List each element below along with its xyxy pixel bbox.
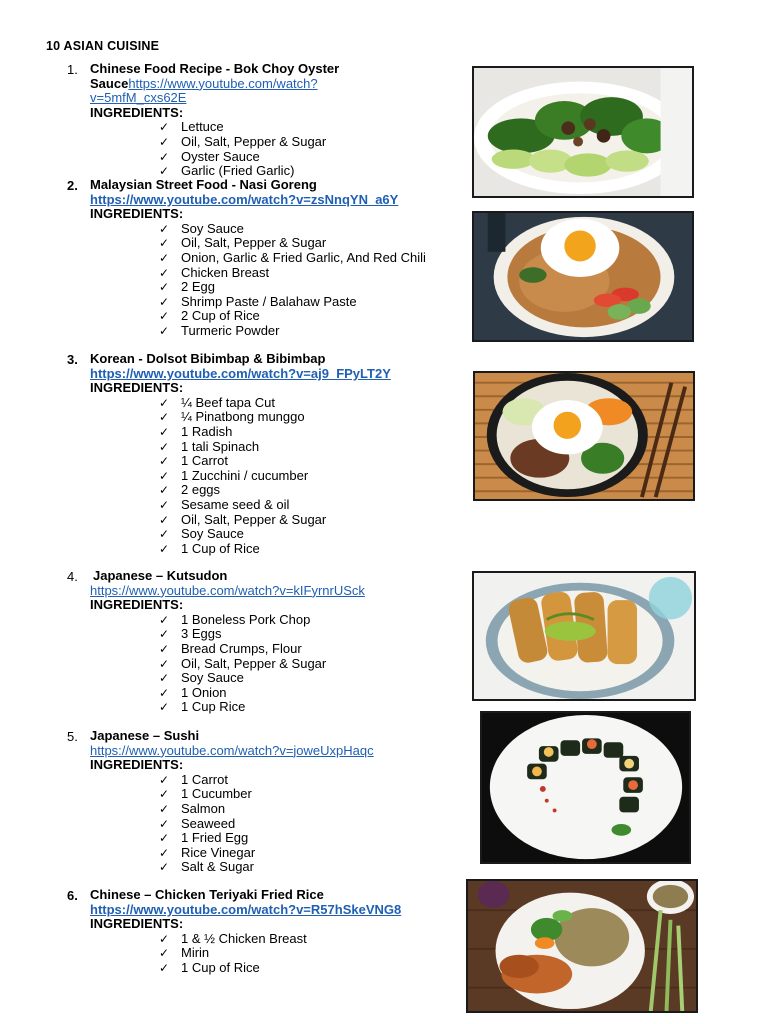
list-item: ✓ Chicken Breast [159, 264, 270, 280]
video-link[interactable]: https://www.youtube.com/watch? [128, 75, 318, 91]
recipe-number: 5. [67, 729, 78, 744]
check-icon: ✓ [159, 134, 170, 149]
check-icon: ✓ [159, 265, 170, 280]
bok-choy-dish-photo [472, 66, 694, 198]
list-item: ✓ Onion, Garlic & Fried Garlic, And Red Chili [159, 249, 426, 265]
list-item: ✓ 1 Zucchini / cucumber [159, 467, 309, 483]
check-icon: ✓ [159, 801, 170, 816]
ingredients-label: INGREDIENTS: [90, 206, 184, 222]
recipe-name: Japanese – Kutsudon [93, 568, 228, 583]
recipe-name: Korean - Dolsot Bibimbap & Bibimbap [90, 351, 326, 366]
ingredients-list [159, 222, 467, 339]
check-icon: ✓ [159, 512, 170, 527]
check-icon: ✓ [159, 454, 170, 469]
check-icon: ✓ [159, 685, 170, 700]
check-icon: ✓ [159, 527, 170, 542]
check-icon: ✓ [159, 280, 170, 295]
list-item: ✓ Shrimp Paste / Balahaw Paste [159, 293, 357, 309]
list-item: ✓ 1 Onion [159, 684, 227, 700]
recipe-1 [67, 62, 467, 179]
list-item: ✓ Salt & Sugar [159, 859, 254, 875]
list-item: ✓ 1 Carrot [159, 453, 228, 469]
check-icon: ✓ [159, 120, 170, 135]
teriyaki-fried-rice-dish-photo [466, 879, 698, 1013]
nasi-goreng-dish-photo [472, 211, 694, 342]
video-link[interactable]: https://www.youtube.com/watch?v=aj9_FPyLT2Y [90, 365, 391, 381]
check-icon: ✓ [159, 612, 170, 627]
video-link[interactable]: https://www.youtube.com/watch?v=joweUxpHaqc [90, 742, 374, 758]
check-icon: ✓ [159, 541, 170, 556]
bibimbap-dish-photo [473, 371, 695, 501]
check-icon: ✓ [159, 671, 170, 686]
check-icon: ✓ [159, 845, 170, 860]
list-item: ✓ 3 Eggs [159, 626, 222, 642]
check-icon: ✓ [159, 424, 170, 439]
recipe-number: 4. [67, 569, 78, 584]
recipe-2 [67, 178, 467, 339]
list-item: ✓ Oil, Salt, Pepper & Sugar [159, 655, 327, 671]
list-item: ✓ Oil, Salt, Pepper & Sugar [159, 235, 327, 251]
list-item: ✓ ¼ Beef tapa Cut [159, 394, 275, 410]
list-item: ✓ Oil, Salt, Pepper & Sugar [159, 511, 327, 527]
check-icon: ✓ [159, 860, 170, 875]
list-item: ✓ Lettuce [159, 119, 224, 135]
recipe-4 [67, 569, 467, 715]
recipe-heading [90, 888, 467, 917]
list-item: ✓ 1 Carrot [159, 771, 228, 787]
check-icon: ✓ [159, 236, 170, 251]
list-item: ✓ 1 Cucumber [159, 786, 252, 802]
video-link[interactable]: https://www.youtube.com/watch?v=R57hSkeVNG8 [90, 901, 402, 917]
list-item: ✓ 1 Radish [159, 423, 233, 439]
list-item: ✓ Sesame seed & oil [159, 496, 290, 512]
check-icon: ✓ [159, 468, 170, 483]
list-item: ✓ 1 Cup Rice [159, 699, 246, 715]
katsudon-dish-photo [472, 571, 696, 701]
list-item: ✓ Oil, Salt, Pepper & Sugar [159, 133, 327, 149]
list-item: ✓ Soy Sauce [159, 526, 244, 542]
list-item: ✓ Oyster Sauce [159, 148, 260, 164]
recipe-heading [90, 352, 467, 381]
list-item: ✓ 1 Cup of Rice [159, 540, 260, 556]
check-icon: ✓ [159, 439, 170, 454]
ingredients-list [159, 773, 467, 875]
list-item: ✓ Seaweed [159, 815, 236, 831]
list-item: ✓ Soy Sauce [159, 670, 244, 686]
check-icon: ✓ [159, 656, 170, 671]
list-item: ✓ Bread Crumps, Flour [159, 640, 302, 656]
sushi-dish-photo [480, 711, 691, 864]
list-item: ✓ 1 Fried Egg [159, 830, 249, 846]
recipe-6 [67, 888, 467, 976]
check-icon: ✓ [159, 294, 170, 309]
recipe-name: Chinese Food Recipe - Bok Choy Oyster Sauce [90, 61, 340, 91]
check-icon: ✓ [159, 309, 170, 324]
check-icon: ✓ [159, 946, 170, 961]
list-item: ✓ Soy Sauce [159, 220, 244, 236]
check-icon: ✓ [159, 960, 170, 975]
list-item: ✓ Turmeric Powder [159, 322, 280, 338]
recipe-number: 3. [67, 352, 78, 367]
list-item: ✓ Salmon [159, 800, 226, 816]
ingredients-label: INGREDIENTS: [90, 916, 184, 932]
recipe-name: Chinese – Chicken Teriyaki Fried Rice [90, 887, 324, 902]
check-icon: ✓ [159, 772, 170, 787]
ingredients-list [159, 120, 467, 178]
recipe-name: Malaysian Street Food - Nasi Goreng [90, 177, 317, 192]
check-icon: ✓ [159, 497, 170, 512]
ingredients-label: INGREDIENTS: [90, 757, 184, 773]
document-title: 10 ASIAN CUISINE [46, 39, 160, 53]
list-item: ✓ 2 eggs [159, 482, 221, 498]
recipe-name: Japanese – Sushi [90, 728, 200, 743]
list-item: ✓ Mirin [159, 945, 210, 961]
check-icon: ✓ [159, 700, 170, 715]
list-item: ✓ ¼ Pinatbong munggo [159, 409, 305, 425]
list-item: ✓ 1 & ½ Chicken Breast [159, 930, 307, 946]
check-icon: ✓ [159, 787, 170, 802]
list-item: ✓ 1 Boneless Pork Chop [159, 611, 311, 627]
recipe-heading [90, 178, 467, 207]
video-link[interactable]: https://www.youtube.com/watch?v=zsNnqYN_a6Y [90, 191, 399, 207]
check-icon: ✓ [159, 627, 170, 642]
check-icon: ✓ [159, 410, 170, 425]
check-icon: ✓ [159, 931, 170, 946]
recipe-number: 6. [67, 888, 78, 903]
video-link[interactable]: https://www.youtube.com/watch?v=kIFyrnrUSck [90, 582, 365, 598]
recipe-heading [90, 568, 467, 598]
ingredients-label: INGREDIENTS: [90, 380, 184, 396]
check-icon: ✓ [159, 831, 170, 846]
check-icon: ✓ [159, 250, 170, 265]
ingredients-list [159, 932, 467, 976]
check-icon: ✓ [159, 221, 170, 236]
check-icon: ✓ [159, 483, 170, 498]
list-item: ✓ 1 Cup of Rice [159, 959, 260, 975]
ingredients-list [159, 613, 467, 715]
ingredients-label: INGREDIENTS: [90, 104, 184, 120]
video-link-continued[interactable]: v=5mfM_cxs62E [90, 90, 187, 106]
ingredients-list [159, 396, 467, 557]
list-item: ✓ Garlic (Fried Garlic) [159, 163, 295, 179]
recipe-3 [67, 352, 467, 556]
check-icon: ✓ [159, 164, 170, 179]
recipe-number: 2. [67, 178, 78, 193]
check-icon: ✓ [159, 816, 170, 831]
recipe-heading [90, 62, 467, 106]
check-icon: ✓ [159, 641, 170, 656]
recipe-5 [67, 729, 467, 875]
check-icon: ✓ [159, 323, 170, 338]
list-item: ✓ 2 Egg [159, 279, 215, 295]
list-item: ✓ Rice Vinegar [159, 844, 256, 860]
recipe-number: 1. [67, 62, 78, 77]
check-icon: ✓ [159, 149, 170, 164]
ingredients-label: INGREDIENTS: [90, 597, 184, 613]
check-icon: ✓ [159, 395, 170, 410]
list-item: ✓ 2 Cup of Rice [159, 308, 260, 324]
list-item: ✓ 1 tali Spinach [159, 438, 260, 454]
recipe-heading [90, 729, 467, 758]
